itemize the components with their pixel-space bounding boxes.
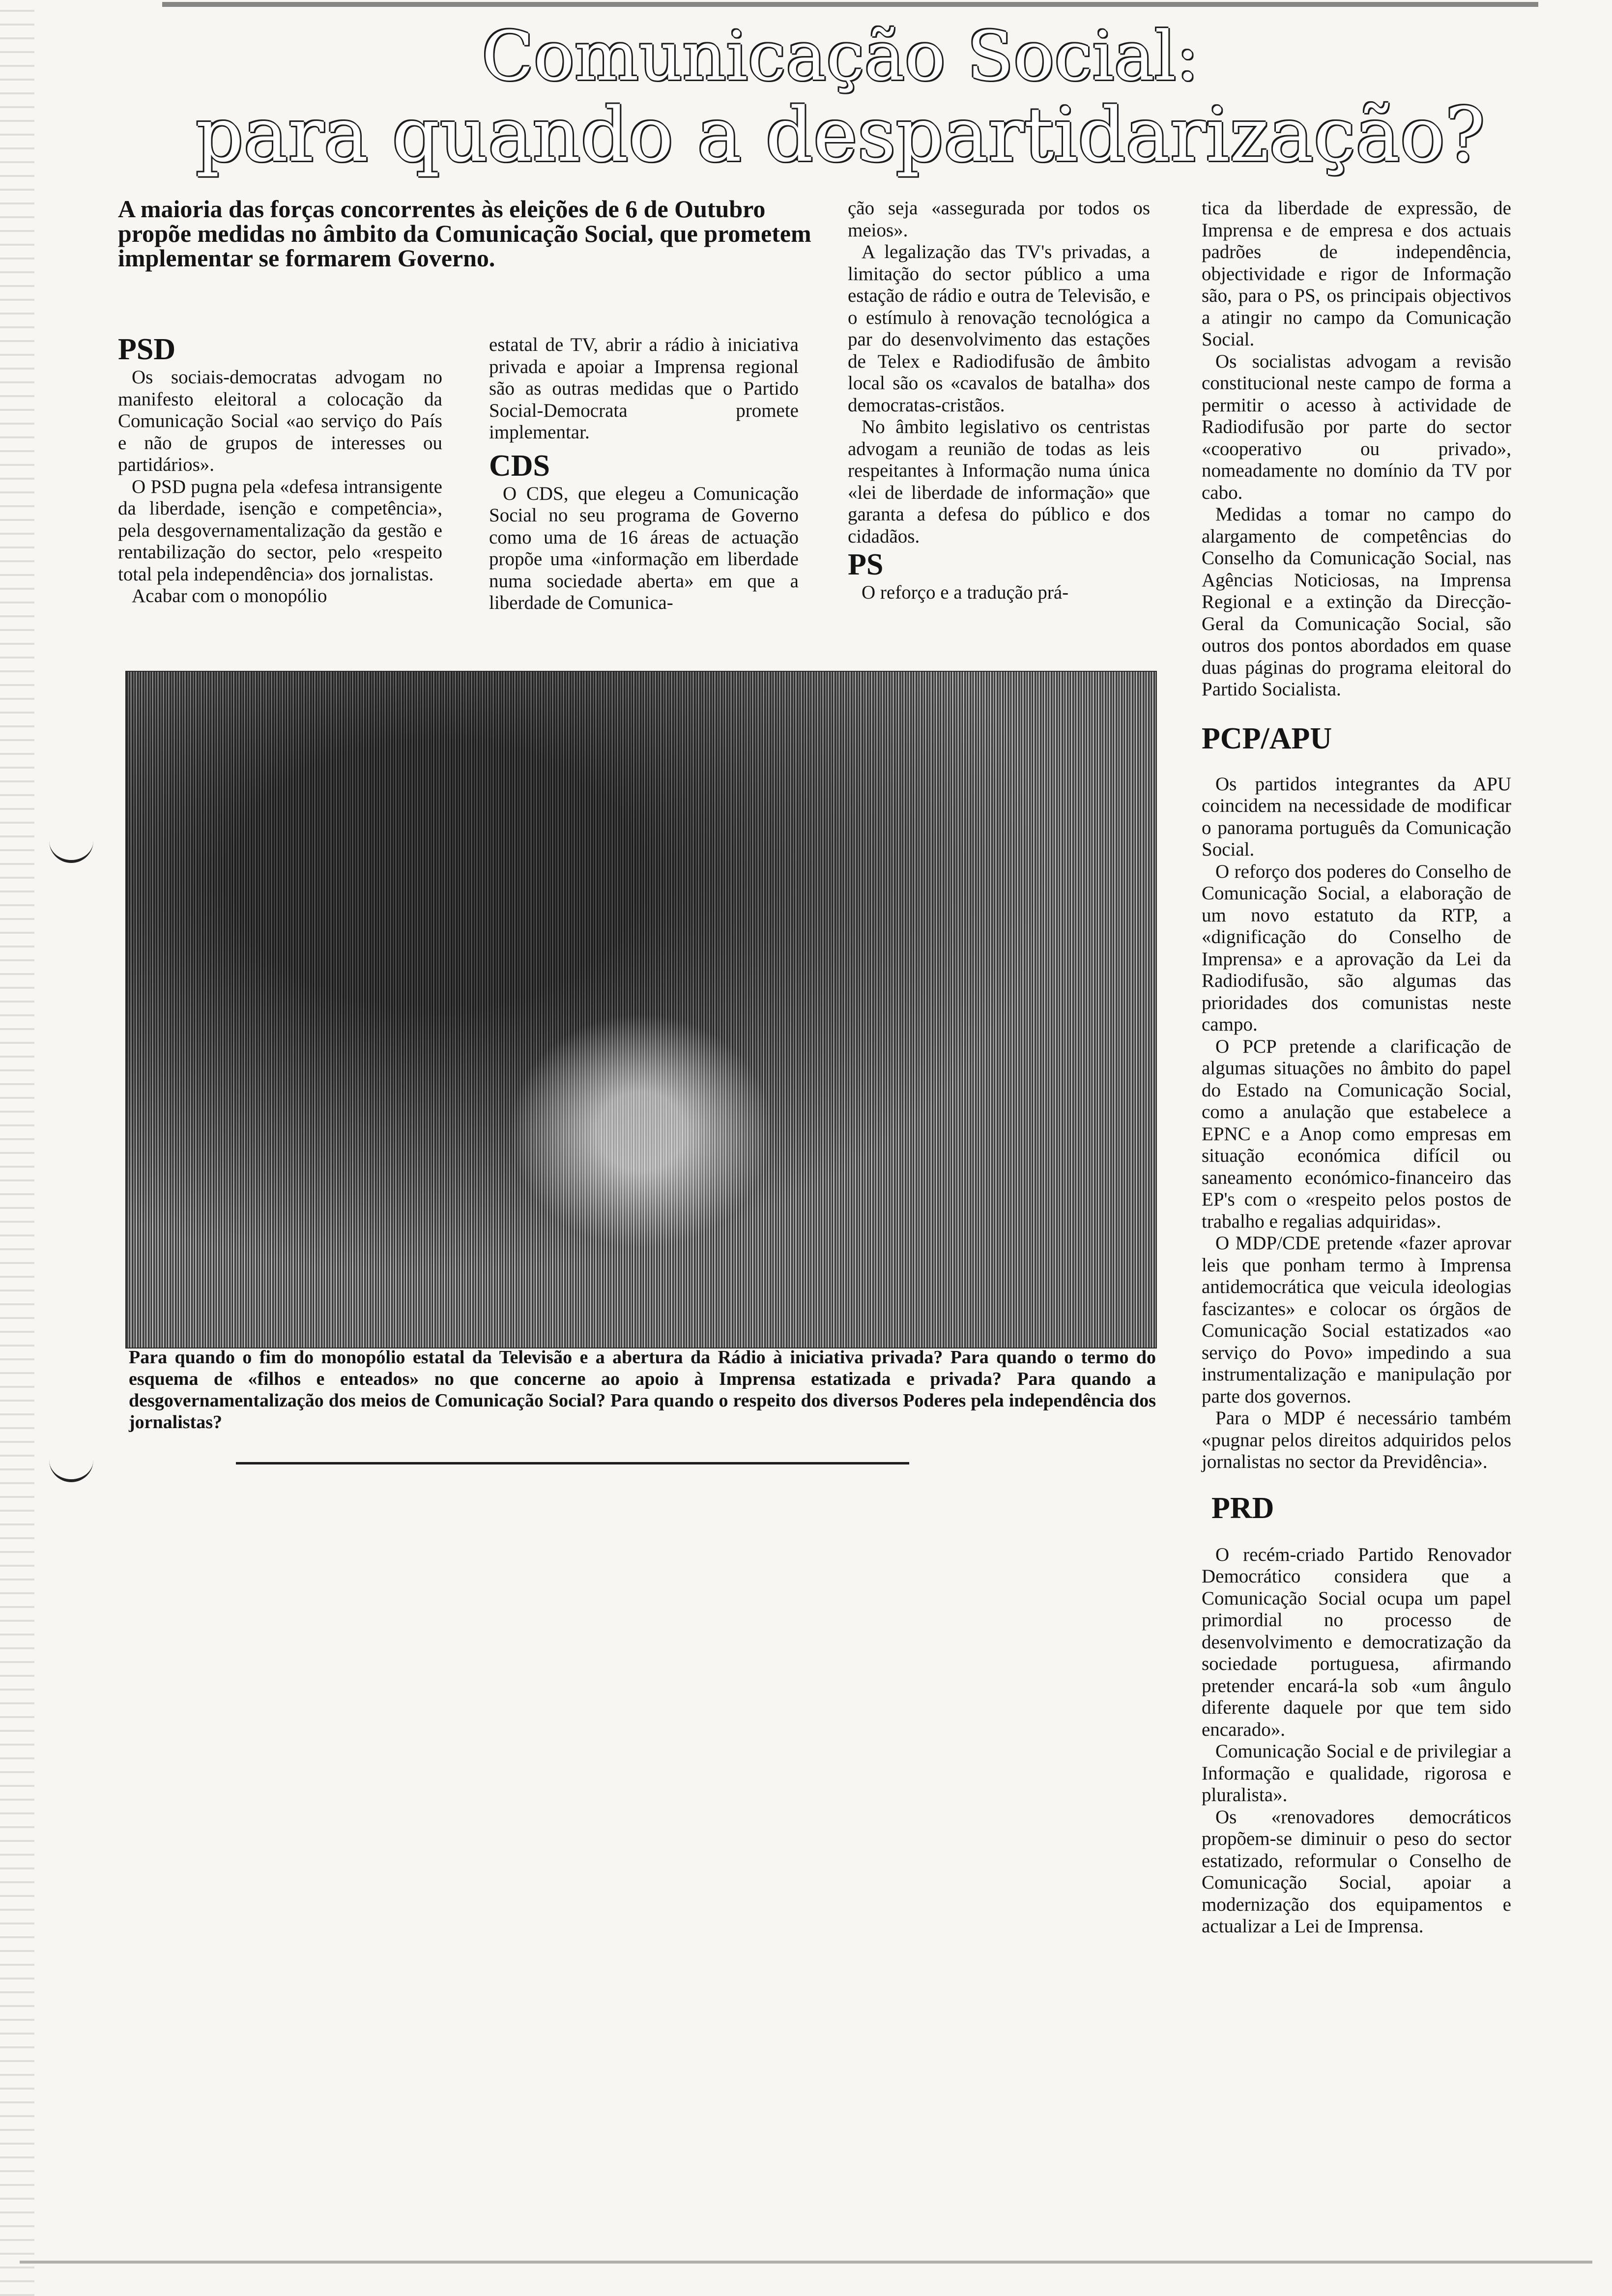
cds-heading: CDS [489,449,550,483]
headline [147,17,1533,178]
psd-column [118,334,442,607]
pcp-heading: PCP/APU [1202,721,1332,755]
ps-pcp-prd-column [1202,198,1511,1938]
cds-paragraph-3: No âmbito legislativo os centristas advogam a reunião de todas as leis respeitantes à Informação numa única «lei de liberdade de informação» que garanta a defesa do público e dos cidadãos. [848,416,1150,547]
scan-punch-mark [49,831,93,863]
headline-line-1: Comunicação Social: [482,17,1199,96]
pcp-paragraph-5: Para o MDP é necessário também «pugnar pelos direitos adquiridos pelos jornalistas no sector da Previdência». [1202,1407,1511,1472]
ps-paragraph-1-cont: tica da liberdade de expressão, de Imprensa e de empresa e dos actuais padrões de independência, objectividade e rigor de Informação são, para o PS, os principais objectivos a atingir no campo da Comunicação Social. [1202,198,1511,350]
prd-heading: PRD [1211,1491,1274,1525]
psd-paragraph-3-cont: estatal de TV, abrir a rádio à iniciativa privada e apoiar a Imprensa regional são as outras medidas que o Partido Social-Democrata promete implementar. [489,334,799,443]
ps-paragraph-2: Os socialistas advogam a revisão constitucional neste campo de forma a permitir o acesso à actividade de Radiodifusão por parte do sector «cooperativo ou privado», nomeadamente no domínio da TV por cabo. [1202,350,1511,503]
prd-paragraph-1: O recém-criado Partido Renovador Democrático considera que a Comunicação Social ocupa um papel primordial no processo de desenvolvimento e democratização da sociedade portuguesa, afirmando pretender encará-la sob «um ângulo diferente daquele por que tem sido encarado». [1202,1544,1511,1740]
pcp-paragraph-3: O PCP pretende a clarificação de algumas situações no âmbito do papel do Estado na Comunicação Social, como a anulação que estabelece a EPNC e a Anop como empresas em situação económica difícil ou saneamento económico-financeiro das EP's com o «respeito pelos postos de trabalho e regalias adquiridas». [1202,1035,1511,1232]
pcp-paragraph-2: O reforço dos poderes do Conselho de Comunicação Social, a elaboração de um novo estatuto da RTP, a «dignificação do Conselho de Imprensa» e a aprovação da Lei da Radiodifusão, são algumas das prioridades dos comunistas neste campo. [1202,861,1511,1035]
scan-margin-noise [0,0,34,2296]
pcp-paragraph-4: O MDP/CDE pretende «fazer aprovar leis que ponham termo à Imprensa antidemocrática que veicula ideologias fascizantes» e colocar os órgãos de Comunicação Social estatizados «ao serviço do Povo» impedindo a sua instrumentalização e manipulação por parte dos governos. [1202,1233,1511,1407]
headline-line-2: para quando a despartidarização? [196,91,1485,178]
lead-paragraph: A maioria das forças concorrentes às eleições de 6 de Outubro propõe medidas no âmbito da Comunicação Social, que prometem implementar se formarem Governo. [118,195,811,272]
psd-cds-column [489,334,799,614]
psd-paragraph-2: O PSD pugna pela «defesa intransigente da liberdade, isenção e competência», pela desgovernamentalização da gestão e rentabilização do sector, pelo «respeito total pela independência» dos jornalistas. [118,476,442,585]
scan-punch-mark [49,1450,93,1482]
psd-paragraph-3: Acabar com o monopólio [132,585,327,606]
cds-paragraph-2: A legalização das TV's privadas, a limitação do sector público a uma estação de rádio e outra de Televisão, e o estímulo à renovação tecnológica a par do desenvolvimento das estações de Telex e Radiodifusão de âmbito local são os «cavalos de batalha» dos democratas-cristãos. [848,241,1150,416]
cds-paragraph-1: O CDS, que elegeu a Comunicação Social no seu programa de Governo como uma de 16 áreas de actuação propõe uma «informação em liberdade numa sociedade aberta» em que a liberdade de Comunica- [489,483,799,613]
psd-heading: PSD [118,333,176,366]
photo-caption: Para quando o fim do monopólio estatal da Televisão e a abertura da Rádio à iniciativa privada? Para quando o termo do esquema de «filhos e enteados» no que concerne ao apoio à Imprensa estatizada e privada? Para quando a desgovernamentalização dos meios de Comunicação Social? Para quando o respeito dos diversos Poderes pela independência dos jornalistas? [129,1347,1156,1433]
bottom-rule [20,2261,1592,2264]
photograph [125,671,1157,1349]
psd-paragraph-1: Os sociais-democratas advogam no manifesto eleitoral a colocação da Comunicação Social «ao serviço do País e não de grupos de interesses ou partidários». [118,367,442,475]
caption-rule [236,1462,909,1464]
ps-paragraph-3: Medidas a tomar no campo do alargamento de competências do Conselho da Comunicação Social, nas Agências Noticiosas, na Imprensa Regional e a extinção da Direcção-Geral da Comunicação Social, são outros dos pontos abordados em quase duas páginas do programa eleitoral do Partido Socialista. [1202,504,1511,700]
prd-paragraph-2: Comunicação Social e de privilegiar a Informação e qualidade, rigorosa e pluralista». [1202,1741,1511,1806]
cds-ps-column [848,198,1150,604]
top-rule [162,2,1538,7]
cds-paragraph-1-cont: ção seja «assegurada por todos os meios». [848,198,1150,241]
pcp-paragraph-1: Os partidos integrantes da APU coincidem na necessidade de modificar o panorama português da Comunicação Social. [1202,773,1511,860]
ps-paragraph-1: O reforço e a tradução prá- [862,582,1069,603]
ps-heading: PS [848,548,884,581]
prd-paragraph-3: Os «renovadores democráticos propõem-se diminuir o peso do sector estatizado, reformular o Conselho de Comunicação Social, apoiar a modernização dos equipamentos e actualizar a Lei de Imprensa. [1202,1806,1511,1937]
